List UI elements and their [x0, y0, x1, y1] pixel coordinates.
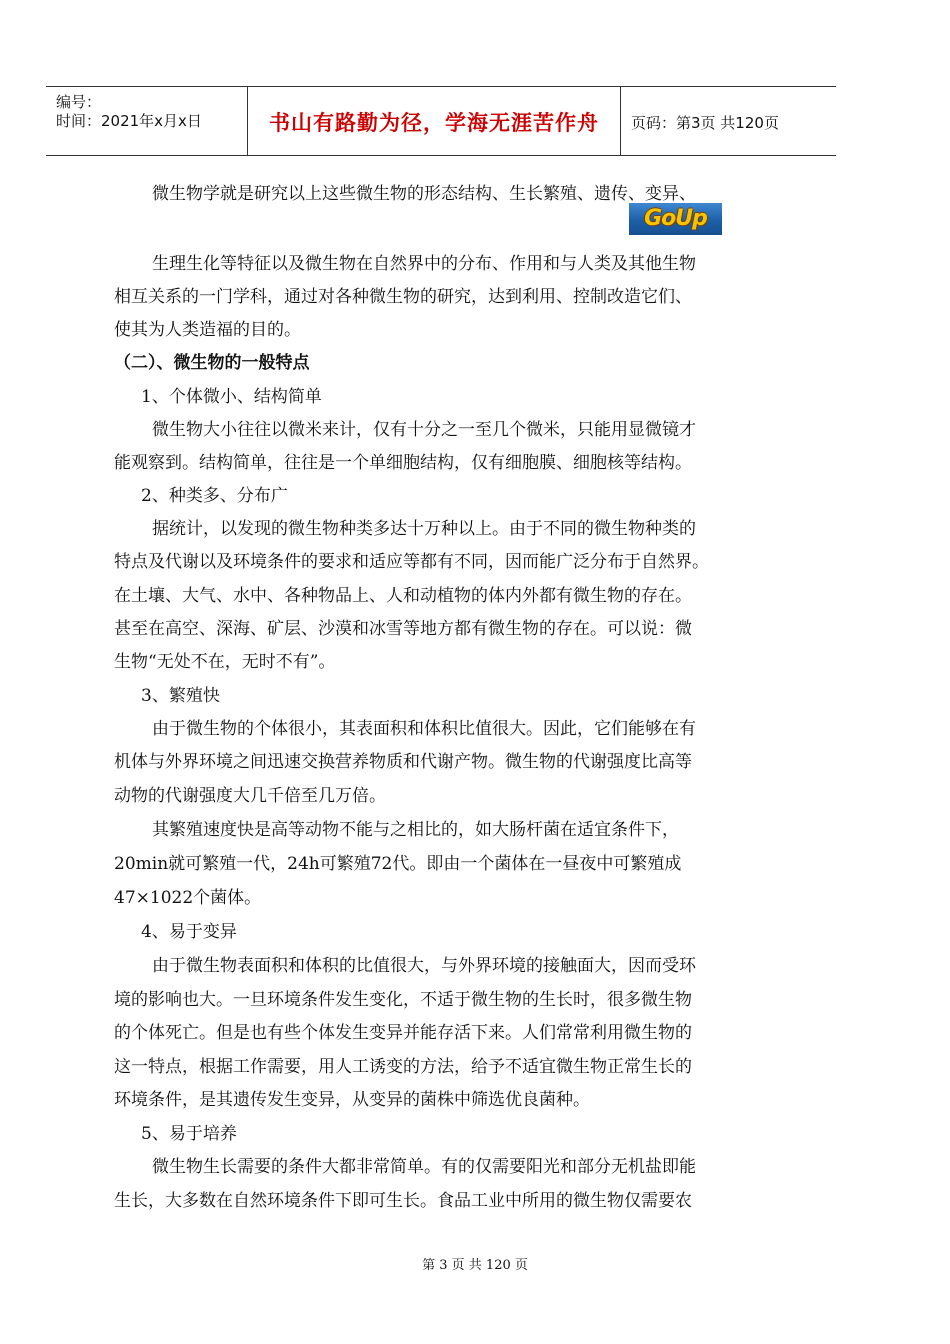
paragraph-line: 其繁殖速度快是高等动物不能与之相比的，如大肠杆菌在适宜条件下，: [152, 820, 679, 840]
paragraph-line: 的个体死亡。但是也有些个体发生变异并能存活下来。人们常常利用微生物的: [114, 1023, 692, 1043]
paragraph-line: 生理生化等特征以及微生物在自然界中的分布、作用和与人类及其他生物: [152, 254, 696, 274]
document-header: [46, 86, 836, 156]
paragraph-line: 微生物大小往往以微米来计，仅有十分之一至几个微米，只能用显微镜才: [152, 420, 696, 440]
header-page-info: 页码：第3页 共120页: [631, 114, 779, 132]
paragraph-line: 境的影响也大。一旦环境条件发生变化，不适于微生物的生长时，很多微生物: [114, 990, 692, 1010]
paragraph-line: 特点及代谢以及环境条件的要求和适应等都有不同，因而能广泛分布于自然界。: [114, 552, 709, 572]
paragraph-line: 在土壤、大气、水中、各种物品上、人和动植物的体内外都有微生物的存在。: [114, 586, 692, 606]
paragraph-line: 相互关系的一门学科，通过对各种微生物的研究，达到利用、控制改造它们、: [114, 287, 692, 307]
paragraph-line: 由于微生物的个体很小，其表面积和体积比值很大。因此，它们能够在有: [152, 719, 696, 739]
subsection-heading: 4、易于变异: [141, 922, 237, 942]
paragraph-line: 20min就可繁殖一代，24h可繁殖72代。即由一个菌体在一昼夜中可繁殖成: [114, 854, 682, 874]
paragraph-line: 这一特点，根据工作需要，用人工诱变的方法，给予不适宜微生物正常生长的: [114, 1057, 692, 1077]
subsection-heading: 5、易于培养: [141, 1124, 237, 1144]
paragraph-line: 能观察到。结构简单，往往是一个单细胞结构，仅有细胞膜、细胞核等结构。: [114, 453, 692, 473]
section-heading: （二）、微生物的一般特点: [114, 353, 310, 373]
paragraph-line: 使其为人类造福的目的。: [114, 320, 301, 340]
subsection-heading: 2、种类多、分布广: [141, 486, 288, 506]
subsection-heading: 1、个体微小、结构简单: [141, 387, 322, 407]
paragraph-line: 47×1022个菌体。: [114, 888, 262, 908]
header-motto: 书山有路勤为径，学海无涯苦作舟: [269, 111, 599, 135]
header-meta-cell: [46, 87, 248, 155]
subsection-heading: 3、繁殖快: [141, 686, 220, 706]
paragraph-line: 由于微生物表面积和体积的比值很大，与外界环境的接触面大，因而受环: [152, 956, 696, 976]
paragraph-line: 据统计，以发现的微生物种类多达十万种以上。由于不同的微生物种类的: [152, 519, 696, 539]
paragraph-line: 微生物生长需要的条件大都非常简单。有的仅需要阳光和部分无机盐即能: [152, 1157, 696, 1177]
paragraph-line: 环境条件，是其遗传发生变异，从变异的菌株中筛选优良菌种。: [114, 1090, 590, 1110]
header-motto-cell: [248, 87, 621, 155]
paragraph-line: 甚至在高空、深海、矿层、沙漠和冰雪等地方都有微生物的存在。可以说：微: [114, 619, 692, 639]
paragraph-line: 生长，大多数在自然环境条件下即可生长。食品工业中所用的微生物仅需要农: [114, 1191, 692, 1211]
number-label: 编号：: [56, 93, 102, 111]
time-label: 时间：2021年x月x日: [56, 112, 202, 130]
page-footer: 第 3 页 共 120 页: [422, 1258, 528, 1273]
paragraph-line: 动物的代谢强度大几千倍至几万倍。: [114, 786, 386, 806]
paragraph-line: 生物“无处不在，无时不有”。: [114, 652, 336, 672]
goup-logo: GoUp: [629, 203, 722, 235]
header-page-cell: [621, 87, 836, 155]
paragraph-line: 机体与外界环境之间迅速交换营养物质和代谢产物。微生物的代谢强度比高等: [114, 752, 692, 772]
paragraph-line: 微生物学就是研究以上这些微生物的形态结构、生长繁殖、遗传、变异、: [152, 184, 696, 204]
